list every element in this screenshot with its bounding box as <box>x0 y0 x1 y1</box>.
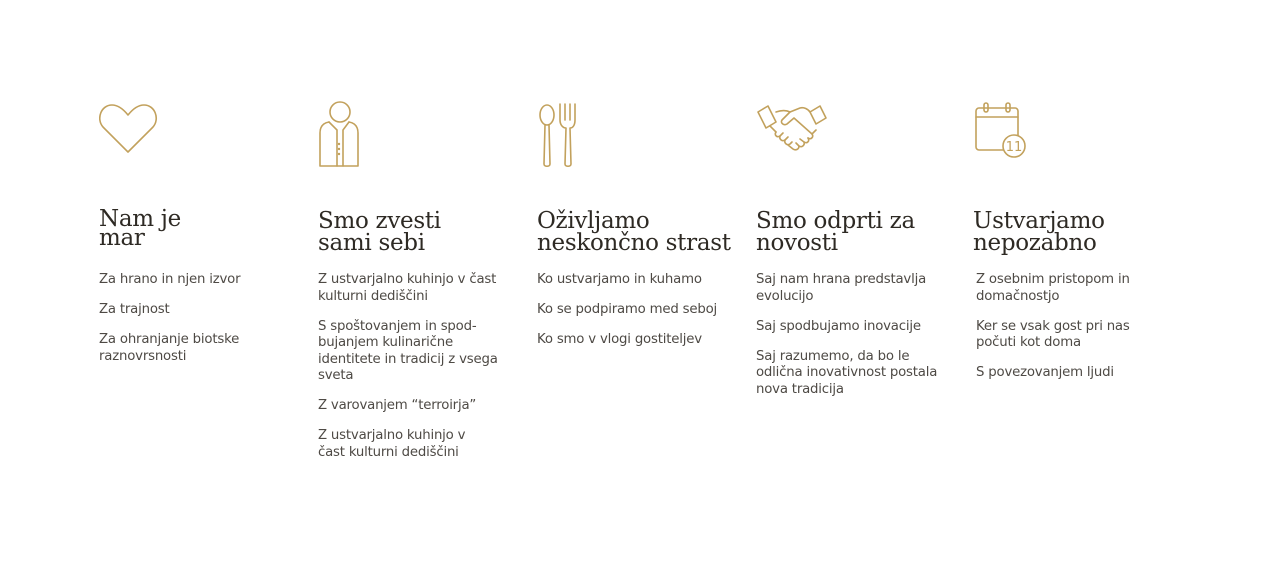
list-item: Ko ustvarjamo in kuhamo <box>537 272 702 287</box>
list-item: Ko smo v vlogi gostiteljev <box>537 332 702 347</box>
value-title: Smo odprti za novosti <box>756 208 915 256</box>
value-list <box>976 272 1176 395</box>
value-title: Ustvarjamo nepozabno <box>973 208 1105 256</box>
value-list <box>756 272 956 412</box>
value-title: Nam je mar <box>99 206 181 251</box>
spoon-fork-icon <box>537 100 627 170</box>
list-item: Ker se vsak gost pri nas počuti kot doma <box>976 318 1130 350</box>
list-item: Saj razumemo, da bo le odlična inovativnost postala nova tradicija <box>756 348 938 397</box>
value-list <box>99 272 299 379</box>
list-item: S spoštovanjem in spod-bujanjem kulinarične identitete in tradicij z vsega sveta <box>318 318 498 383</box>
heart-icon <box>99 100 189 170</box>
chef-icon <box>318 100 408 170</box>
list-item: Saj spodbujamo inovacije <box>756 318 921 334</box>
list-item: Za trajnost <box>99 302 170 317</box>
value-column-memorable <box>973 100 1173 380</box>
calendar-icon <box>973 100 1063 170</box>
list-item: S povezovanjem ljudi <box>976 365 1114 380</box>
value-column-open <box>756 100 956 397</box>
value-title: Oživljamo neskončno strast <box>537 208 731 256</box>
handshake-icon <box>756 100 846 170</box>
value-list <box>537 272 737 362</box>
list-item: Z osebnim pristopom in domačnostjo <box>976 272 1130 304</box>
list-item: Z ustvarjalno kuhinjo v čast kulturni dediščini <box>318 272 497 304</box>
value-title: Smo zvesti sami sebi <box>318 208 441 256</box>
calendar-day-number: 11 <box>1005 140 1023 155</box>
value-column-loyal <box>318 100 518 460</box>
value-list <box>318 272 518 475</box>
list-item: Z varovanjem “terroirja” <box>318 398 477 413</box>
value-column-passion <box>537 100 737 347</box>
value-column-care <box>99 100 299 364</box>
list-item: Za hrano in njen izvor <box>99 272 241 287</box>
list-item: Saj nam hrana predstavlja evolucijo <box>756 272 927 304</box>
list-item: Ko se podpiramo med seboj <box>537 302 718 317</box>
list-item: Z ustvarjalno kuhinjo v čast kulturni dediščini <box>318 428 466 460</box>
list-item: Za ohranjanje biotske raznovrsnosti <box>99 332 240 364</box>
